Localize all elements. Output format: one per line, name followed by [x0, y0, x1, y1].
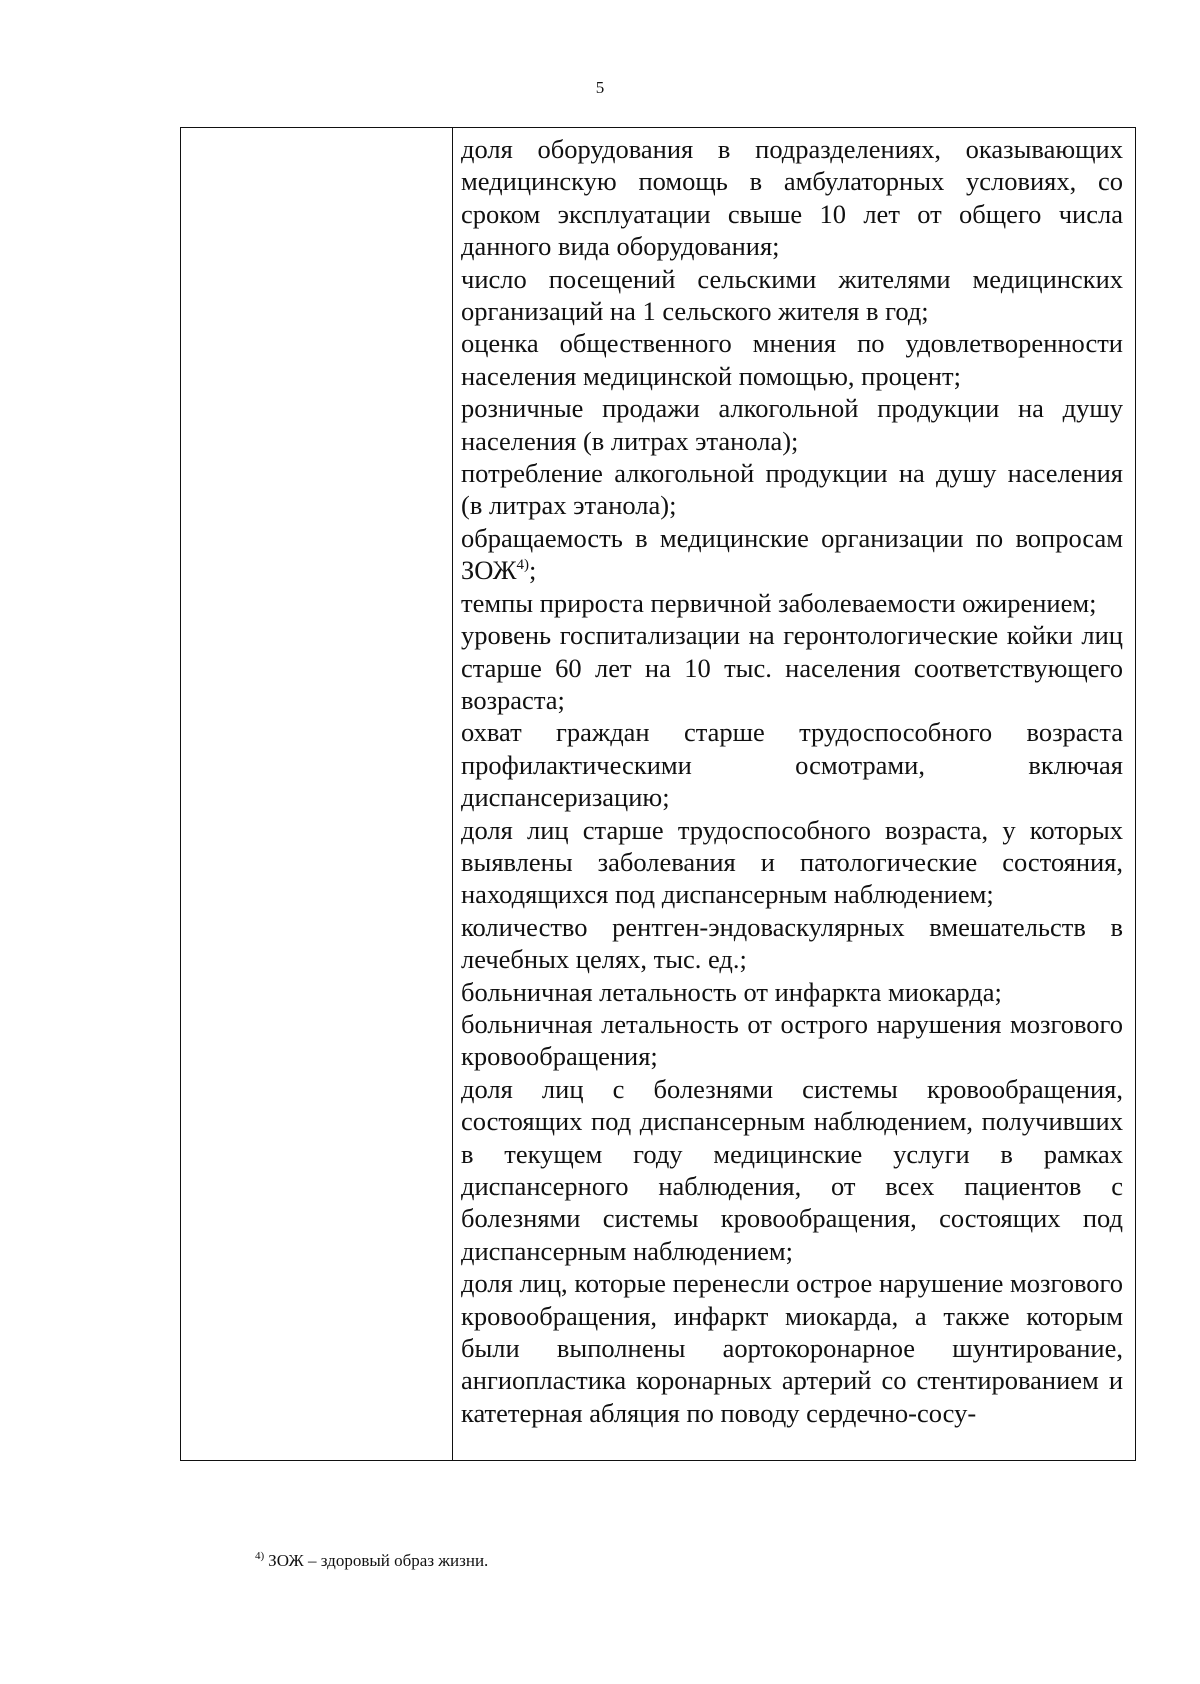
list-item: больничная летальность от острого нарушения мозгового кровообращения;	[461, 1008, 1123, 1072]
list-item: число посещений сельскими жителями медицинских организаций на 1 сельского жителя в год;	[461, 263, 1123, 327]
list-item: темпы прироста первичной заболеваемости ожирением;	[461, 587, 1097, 618]
list-item: доля лиц старше трудоспособного возраста, у которых выявлены заболевания и патологические состояния, находящихся под диспансерным наблюдением;	[461, 814, 1123, 910]
footnote-reference: 4)	[516, 557, 529, 574]
footnote-marker: 4)	[255, 1550, 265, 1563]
list-item: доля лиц, которые перенесли острое нарушение мозгового кровообращения, инфаркт миокарда, а также которым были выполнены аортокоронарное шунтирование, ангиопластика коронарных артерий со стентированием и катетерная абляция по поводу сердечно-сосу-	[461, 1268, 1123, 1428]
list-item: уровень госпитализации на геронтологические койки лиц старше 60 лет на 10 тыс. населения соответствующего возраста;	[461, 620, 1123, 715]
list-item: потребление алкогольной продукции на душу населения (в литрах этанола);	[461, 458, 1123, 521]
list-item: обращаемость в медицинские организации по вопросам ЗОЖ$^{4)}$;	[461, 522, 1123, 586]
table-right-cell	[453, 128, 1135, 1460]
table-left-cell	[181, 128, 453, 1460]
list-item: оценка общественного мнения по удовлетворенности населения медицинской помощью, процент;	[461, 328, 1123, 391]
list-item: охват граждан старше трудоспособного возраста профилактическими осмотрами, включая диспансеризацию;	[461, 717, 1123, 813]
list-item: розничные продажи алкогольной продукции на душу населения (в литрах этанола);	[461, 393, 1123, 456]
footnote-text: ЗОЖ – здоровый образ жизни.	[268, 1551, 489, 1570]
indicators-table	[180, 127, 1136, 1461]
list-item: доля оборудования в подразделениях, оказывающих медицинскую помощь в амбулаторных условиях, со сроком эксплуатации свыше 10 лет от общего числа данного вида оборудования;	[461, 134, 1123, 262]
page-number: 5	[595, 78, 605, 97]
footnote	[255, 1551, 488, 1571]
list-item: доля лиц с болезнями системы кровообращения, состоящих под диспансерным наблюдением, получивших в текущем году медицинские услуги в рамках диспансерного наблюдения, от всех пациентов с болезнями системы кровообращения, состоящих под диспансерным наблюдением;	[461, 1073, 1123, 1266]
list-item: количество рентген-эндоваскулярных вмешательств в лечебных целях, тыс. ед.;	[461, 911, 1123, 975]
list-item: больничная летальность от инфаркта миокарда;	[461, 976, 1002, 1007]
